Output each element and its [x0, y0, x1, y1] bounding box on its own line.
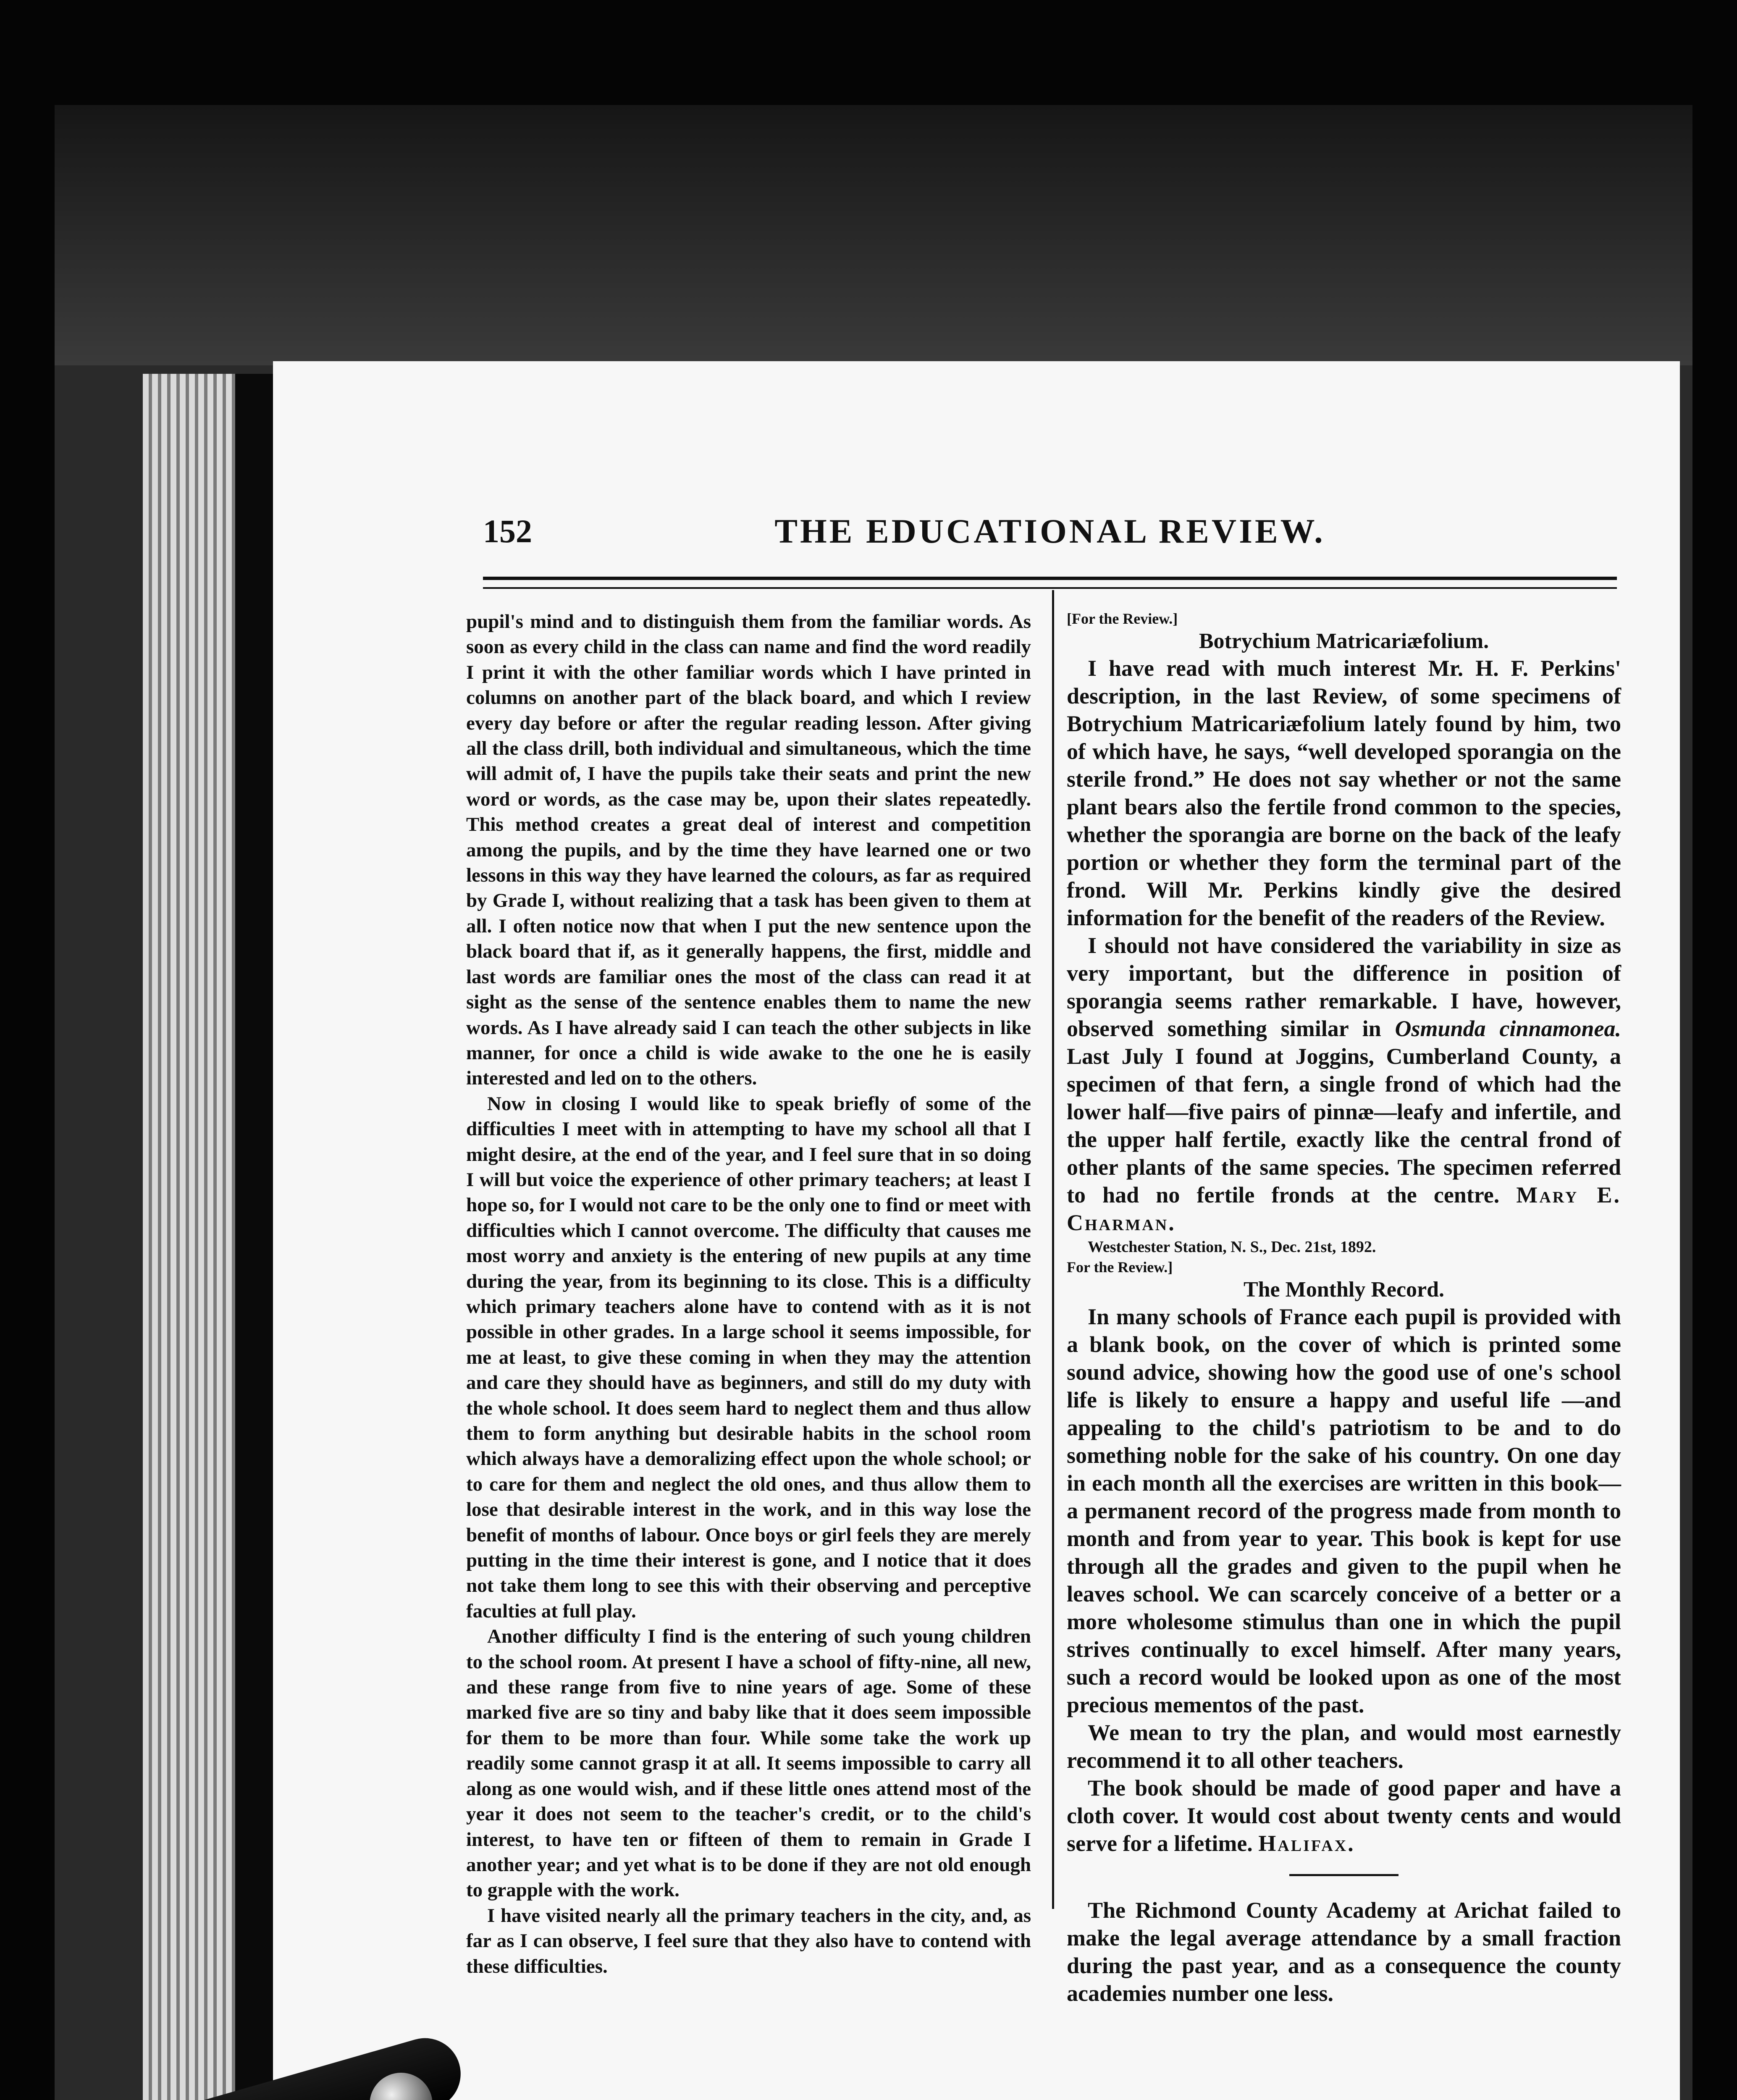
- dateline: Westchester Station, N. S., Dec. 21st, 1892.: [1088, 1238, 1376, 1256]
- header-rule-thin: [483, 587, 1617, 589]
- species-name: Osmunda cinnamonea.: [1395, 1016, 1622, 1041]
- article-title: The Monthly Record.: [1243, 1278, 1445, 1302]
- paragraph: In many schools of France each pupil is provided with a blank book, on the cover of which is printed some sound advice, showing how the good use of one's school life is likely to ensure a happy and useful life —and appealing to the child's patriotism to be and to do something noble for the sake of his country. On one day in each month all the exercises are written in this book—a permanent record of the progress made from month to month and from year to year. This book is kept for use through all the grades and given to the pupil when he leaves school. We can scarcely conceive of a better or a more wholesome stimulus than one in which the pupil strives continually to excel himself. After many years, such a record would be looked upon as one of the most precious mementos of the past.: [1067, 1304, 1621, 1717]
- paragraph: [1067, 932, 1621, 1236]
- paragraph: I have read with much interest Mr. H. F. Perkins' description, in the last Review, of some specimens of Botrychium Matricariæfolium lately found by him, two of which have, he says, “well developed sporangia on the sterile frond.” He does not say whether or not the same plant bears also the fertile frond common to the species, whether the sporangia are borne on the back of the leafy portion or whether they form the terminal part of the frond. Will Mr. Perkins kindly give the desired information for the benefit of the readers of the Review.: [1067, 656, 1621, 930]
- left-column: [466, 609, 1031, 1979]
- paragraph: pupil's mind and to distinguish them from the familiar words. As soon as every child in the class can name and find the word readily I print it with the other familiar words which I have printed in columns on another part of the black board, and which I review every day before or after the regular reading lesson. After giving all the class drill, both individual and simultaneous, which the time will admit of, I have the pupils take their seats and print the new word or words, as the case may be, upon their slates repeatedly. This method creates a great deal of interest and competition among the pupils, and by the time they have learned one or two lessons in this way they have learned the colours, as far as required by Grade I, without realizing that a task has been given to them at all. I often notice now that when I put the new sentence upon the black board that if, as it generally happens, the first, middle and last words are familiar ones the most of the class can read it at sight as the sense of the sentence enables them to name the new words. As I have already said I can teach the other subjects in like manner, for once a child is wide awake to the one he is easily interested and led on to the others.: [466, 611, 1031, 1089]
- author-signature: Halifax.: [1258, 1831, 1355, 1856]
- paragraph: I have visited nearly all the primary teachers in the city, and, as far as I can observe, I feel sure that they also have to contend with these difficulties.: [466, 1904, 1031, 1977]
- news-note: The Richmond County Academy at Arichat failed to make the legal average attendance by a small fraction during the past year, and as a consequence the county academies number one less.: [1067, 1898, 1621, 2006]
- text-run: I should not have considered the variability in size as very important, but the difference in position of sporangia seems rather remarkable. I have, however, observed something similar in: [1067, 933, 1621, 1041]
- journal-title: THE EDUCATIONAL REVIEW.: [774, 512, 1325, 550]
- right-column: [1067, 609, 1621, 2007]
- article-credit: For the Review.]: [1067, 1259, 1173, 1276]
- running-head: [483, 496, 1617, 575]
- text-run: The book should be made of good paper and have a cloth cover. It would cost about twenty cents and would serve for a lifetime.: [1067, 1775, 1621, 1856]
- author-signature: Mary E. Charman.: [1067, 1182, 1621, 1235]
- header-rule: [483, 577, 1617, 580]
- article-title: Botrychium Matricariæfolium.: [1199, 629, 1489, 653]
- text-run: Last July I found at Joggins, Cumberland County, a specimen of that fern, a single frond of which had the lower half—five pairs of pinnæ—leafy and infertile, and the upper half fertile, exactly like the central frond of other plants of the same species. The specimen referred to had no fertile fronds at the centre.: [1067, 1044, 1621, 1208]
- column-divider: [1052, 590, 1054, 1909]
- paragraph: Another difficulty I find is the entering of such young children to the school room. At present I have a school of fifty-nine, all new, and these range from five to nine years of age. Some of these marked five are so tiny and baby like that it does seem impossible for them to be more than four. While some take the work up readily some cannot grasp it at all. It seems impossible to carry all along as one would wish, and if these little ones attend most of the year it does not seem to the teacher's credit, or to the child's interest, to have ten or fifteen of them to remain in Grade I another year; and yet what is to be done if they are not old enough to grapple with the work.: [466, 1625, 1031, 1901]
- scan-shadow: [55, 105, 1692, 365]
- page-number: 152: [483, 513, 532, 549]
- journal-page: [273, 361, 1680, 2100]
- paragraph: We mean to try the plan, and would most earnestly recommend it to all other teachers.: [1067, 1720, 1621, 1773]
- section-rule: [1289, 1874, 1399, 1876]
- paragraph: [1067, 1774, 1621, 1857]
- book-gutter: [235, 374, 273, 2100]
- article-credit: [For the Review.]: [1067, 610, 1178, 627]
- paragraph: Now in closing I would like to speak briefly of some of the difficulties I meet with in attempting to have my school all that I might desire, at the end of the year, and I feel sure that in so doing I will but voice the experience of other primary teachers; at least I hope so, for I would not care to be the only one to find or meet with difficulties which I cannot overcome. The difficulty that causes me most worry and anxiety is the entering of new pupils at any time during the year, from its beginning to its close. This is a difficulty which primary teachers alone have to contend with as it is not possible in other grades. In a large school it seems impossible, for me at least, to give these coming in when they may the attention and care they should have as beginners, and still do my duty with the whole school. It does seem hard to neglect them and thus allow them to form anything but desirable habits in the school room which always have a demoralizing effect upon the whole school; or to care for them and neglect the old ones, and thus allow them to lose that desirable interest in the work, and in this way lose the benefit of months of labour. Once boys or girl feels they are merely putting in the time their interest is gone, and I notice that it does not take them long to see this with their observing and perceptive faculties at full play.: [466, 1092, 1031, 1622]
